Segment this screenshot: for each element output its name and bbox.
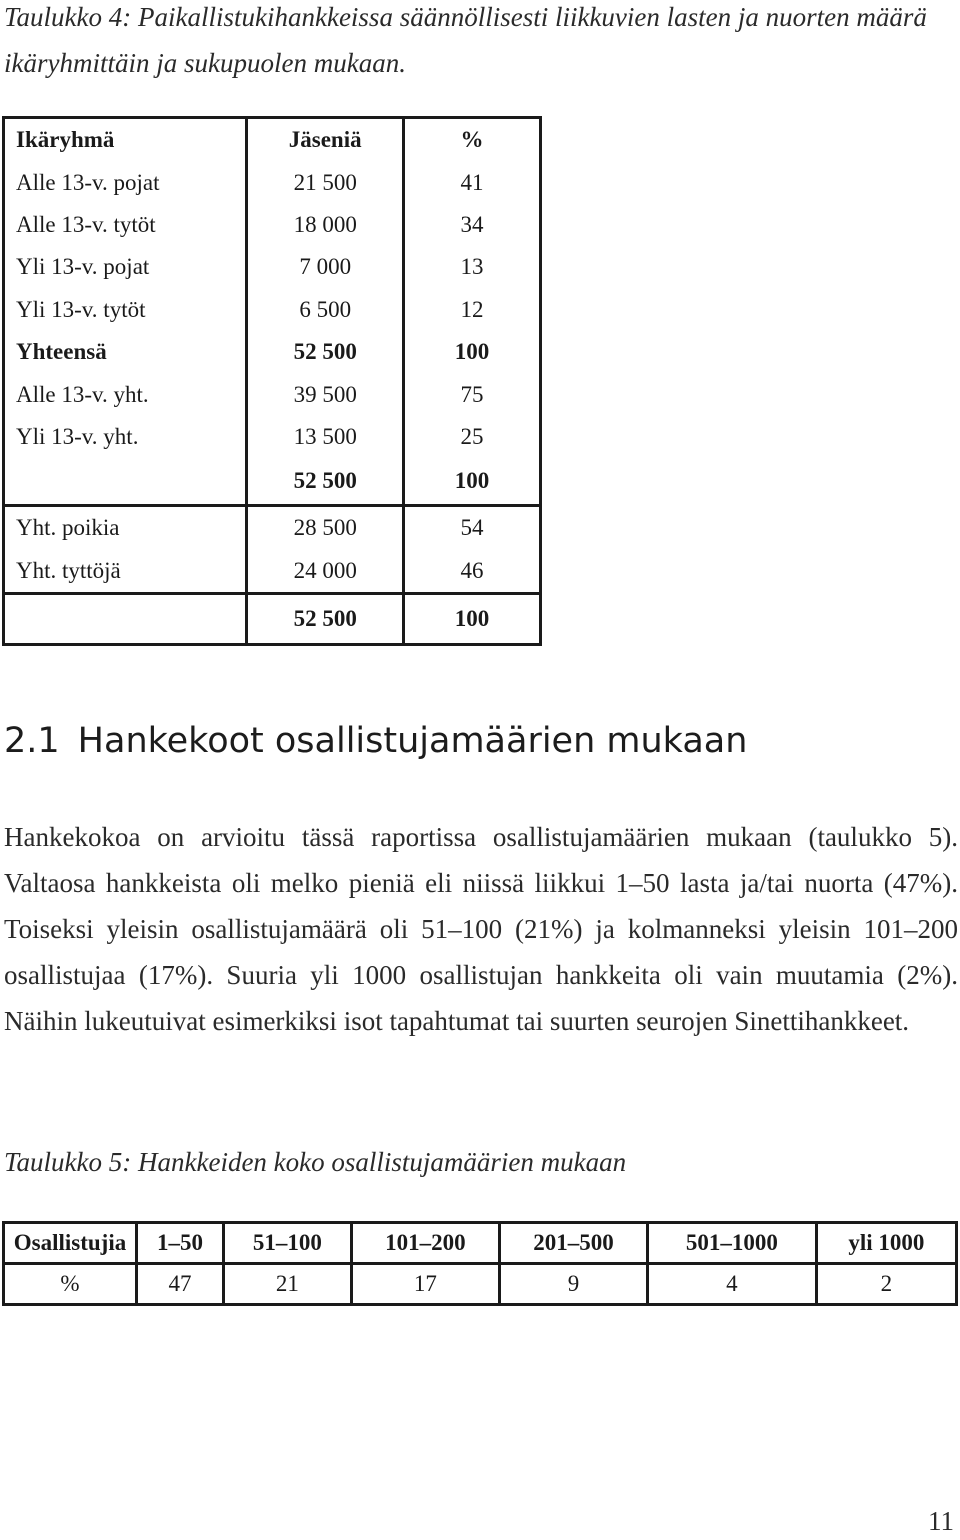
table4-cell: 39 500 xyxy=(247,373,403,415)
table5-header-cell: 501–1000 xyxy=(648,1223,817,1264)
table5-header-cell: 201–500 xyxy=(499,1223,647,1264)
table4-cell: Alle 13-v. tytöt xyxy=(4,204,247,246)
section-title: Hankekoot osallistujamäärien mukaan xyxy=(77,721,748,761)
table5-header-cell: 1–50 xyxy=(137,1223,224,1264)
section-heading xyxy=(4,714,747,768)
table5-header-cell: Osallistujia xyxy=(4,1223,137,1264)
table5-header-row xyxy=(4,1223,957,1264)
table5-cell: 4 xyxy=(648,1264,817,1305)
table4-cell: Yli 13-v. pojat xyxy=(4,246,247,288)
table4-cell: 13 500 xyxy=(247,416,403,458)
table4-header-cell: Jäseniä xyxy=(247,118,403,162)
table-row xyxy=(4,373,541,415)
table4-cell: Yht. tyttöjä xyxy=(4,550,247,594)
table4-cell: 21 500 xyxy=(247,161,403,203)
table4-cell: 52 500 xyxy=(247,331,403,373)
table-row-total xyxy=(4,593,541,644)
table4-cell: 46 xyxy=(403,550,540,594)
table-row xyxy=(4,416,541,458)
table4-cell: 13 xyxy=(403,246,540,288)
table4-cell: 41 xyxy=(403,161,540,203)
table-row xyxy=(4,550,541,594)
table-row xyxy=(4,204,541,246)
table-row-total xyxy=(4,458,541,506)
table4-header-row xyxy=(4,118,541,162)
table4-cell: 52 500 xyxy=(247,593,403,644)
table5-cell: 2 xyxy=(816,1264,956,1305)
table4-caption: Taulukko 4: Paikallistukihankkeissa säännöllisesti liikkuvien lasten ja nuorten määrä ikäryhmittäin ja sukupuolen mukaan. xyxy=(4,2,927,78)
page-number: 11 xyxy=(928,1506,954,1536)
table4-cell: 100 xyxy=(403,593,540,644)
table5-cell: 21 xyxy=(223,1264,351,1305)
section-number: 2.1 xyxy=(4,721,60,761)
table4-cell: 100 xyxy=(403,331,540,373)
body-paragraph: Hankekokoa on arvioitu tässä raportissa osallistujamäärien mukaan (taulukko 5). Valtaosa hankkeista oli melko pieniä eli niissä liikkui 1–50 lasta ja/tai nuorta (47%). Toiseksi yleisin osallistujamäärä oli 51–100 (21%) ja kolmanneksi yleisin 101–200 osallistujaa (17%). Suuria yli 1000 osallistujan hankkeita oli vain muutamia (2%). Näihin lukeutuivat esimerkiksi isot tapahtumat tai suurten seurojen Sinettihankkeet. xyxy=(4,822,958,1036)
table4-header-cell: % xyxy=(403,118,540,162)
table4-cell: Alle 13-v. pojat xyxy=(4,161,247,203)
table4-cell: 34 xyxy=(403,204,540,246)
table4-cell: Yli 13-v. tytöt xyxy=(4,289,247,331)
table4-header-cell: Ikäryhmä xyxy=(4,118,247,162)
table-row xyxy=(4,246,541,288)
table4-cell: 24 000 xyxy=(247,550,403,594)
table4-cell: 28 500 xyxy=(247,506,403,550)
table4-cell: 18 000 xyxy=(247,204,403,246)
table5-cell: % xyxy=(4,1264,137,1305)
table5-cell: 9 xyxy=(499,1264,647,1305)
table-row xyxy=(4,289,541,331)
table4-cell: 25 xyxy=(403,416,540,458)
table4-cell xyxy=(4,458,247,506)
table4-cell: 54 xyxy=(403,506,540,550)
table5-header-cell: yli 1000 xyxy=(816,1223,956,1264)
table4-cell: 6 500 xyxy=(247,289,403,331)
table4-cell: 100 xyxy=(403,458,540,506)
table5-cell: 17 xyxy=(351,1264,499,1305)
table5-header-cell: 51–100 xyxy=(223,1223,351,1264)
table-row-total xyxy=(4,331,541,373)
table4-cell: 52 500 xyxy=(247,458,403,506)
table4-cell: 12 xyxy=(403,289,540,331)
table5-cell: 47 xyxy=(137,1264,224,1305)
table-row xyxy=(4,506,541,550)
table4-cell: 7 000 xyxy=(247,246,403,288)
table5-header-cell: 101–200 xyxy=(351,1223,499,1264)
table-row xyxy=(4,161,541,203)
table-row xyxy=(4,1264,957,1305)
table4-cell: Alle 13-v. yht. xyxy=(4,373,247,415)
table4-cell: 75 xyxy=(403,373,540,415)
table4-cell xyxy=(4,593,247,644)
table4 xyxy=(2,116,542,646)
table4-cell: Yli 13-v. yht. xyxy=(4,416,247,458)
table5 xyxy=(2,1221,958,1306)
table4-cell: Yht. poikia xyxy=(4,506,247,550)
table4-cell: Yhteensä xyxy=(4,331,247,373)
table5-caption: Taulukko 5: Hankkeiden koko osallistujamäärien mukaan xyxy=(4,1147,627,1177)
